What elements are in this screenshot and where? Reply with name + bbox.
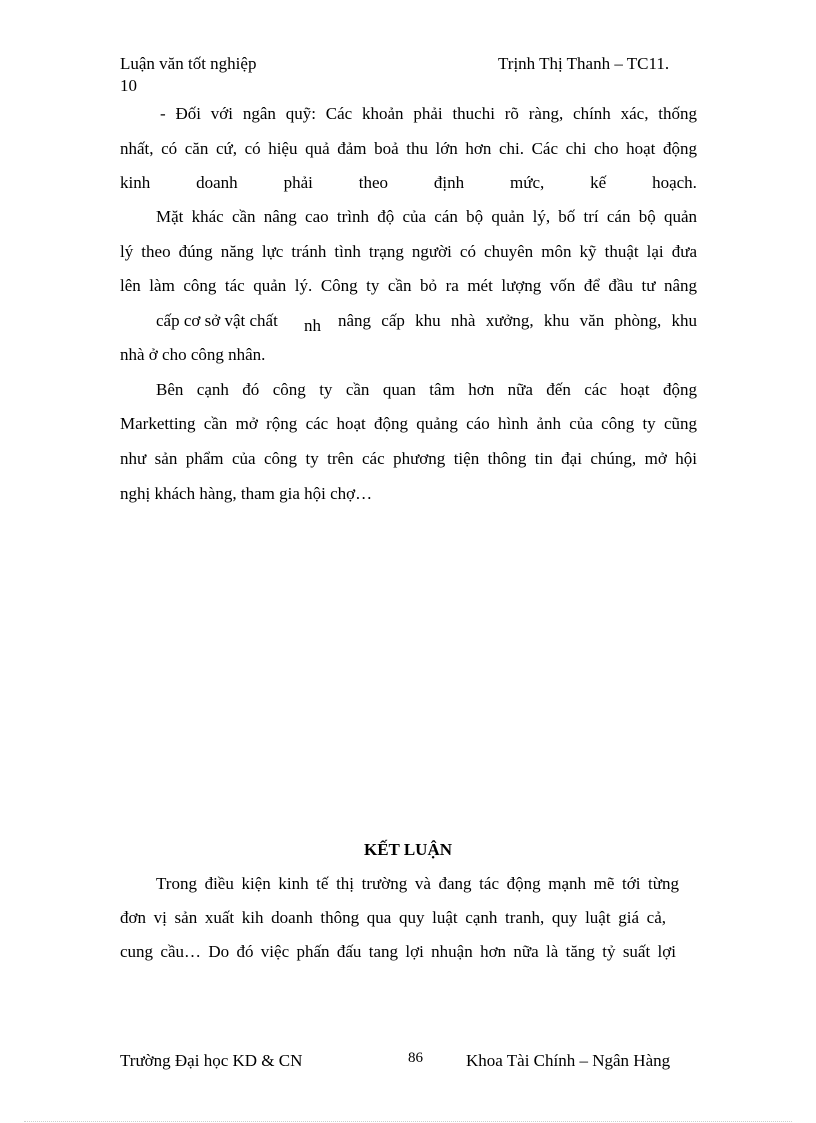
footer-left: Trường Đại học KD & CN (120, 1051, 303, 1070)
word: mức, (510, 173, 545, 192)
word: định (433, 173, 465, 192)
paragraph1-line3 (120, 173, 697, 193)
word: theo (358, 173, 389, 192)
paragraph2-line4-fragment: nh (304, 316, 321, 335)
footer-right: Khoa Tài Chính – Ngân Hàng (466, 1051, 671, 1070)
paragraph2-line3: lên làm công tác quản lý. Công ty cần bỏ ra mét lượng vốn để đầu tư nâng (120, 276, 697, 295)
paragraph2-line4a: cấp cơ sở vật chất (156, 311, 278, 330)
footer-page-number: 86 (408, 1050, 423, 1066)
header-right-wrap: 10 (120, 76, 137, 95)
paragraph2-line5: nhà ở cho công nhân. (120, 345, 266, 364)
page-bottom-rule (24, 1121, 792, 1122)
word: kế (590, 173, 607, 192)
paragraph1-line2: nhất, có căn cứ, có hiệu quả đảm boả thu lớn hơn chi. Các chi cho hoạt động (120, 139, 697, 158)
paragraph3-line3: như sản phẩm của công ty trên các phương tiện thông tin đại chúng, mở hội (120, 449, 697, 468)
paragraph2-line2: lý theo đúng năng lực tránh tình trạng người có chuyên môn kỹ thuật lại đưa (120, 242, 697, 261)
paragraph1-line1: - Đối với ngân quỹ: Các khoản phải thuchi rõ ràng, chính xác, thống (160, 104, 697, 123)
paragraph3-line2: Marketting cần mở rộng các hoạt động quảng cáo hình ảnh của công ty cũng (120, 414, 697, 433)
word: hoạch. (652, 173, 697, 192)
paragraph2-line1: Mặt khác cần nâng cao trình độ của cán bộ quản lý, bố trí cán bộ quản (156, 207, 697, 226)
paragraph2-line4b: nâng cấp khu nhà xưởng, khu văn phòng, khu (338, 311, 697, 330)
conclusion-heading: KẾT LUẬN (363, 840, 452, 859)
conclusion-line1: Trong điều kiện kinh tế thị trường và đang tác động mạnh mẽ tới từng (156, 874, 679, 893)
word: phải (283, 173, 313, 192)
conclusion-line3: cung cầu… Do đó việc phấn đấu tang lợi nhuận hơn nữa là tăng tỷ suất lợi (120, 942, 676, 961)
word: doanh (196, 173, 238, 192)
header-left: Luận văn tốt nghiệp (120, 54, 257, 73)
conclusion-line2: đơn vị sản xuất kih doanh thông qua quy luật cạnh tranh, quy luật giá cả, (120, 908, 666, 927)
paragraph3-line4: nghị khách hàng, tham gia hội chợ… (120, 484, 373, 503)
paragraph3-line1: Bên cạnh đó công ty cần quan tâm hơn nữa đến các hoạt động (156, 380, 697, 399)
header-right: Trịnh Thị Thanh – TC11. (498, 54, 670, 73)
word: kinh (120, 173, 151, 192)
